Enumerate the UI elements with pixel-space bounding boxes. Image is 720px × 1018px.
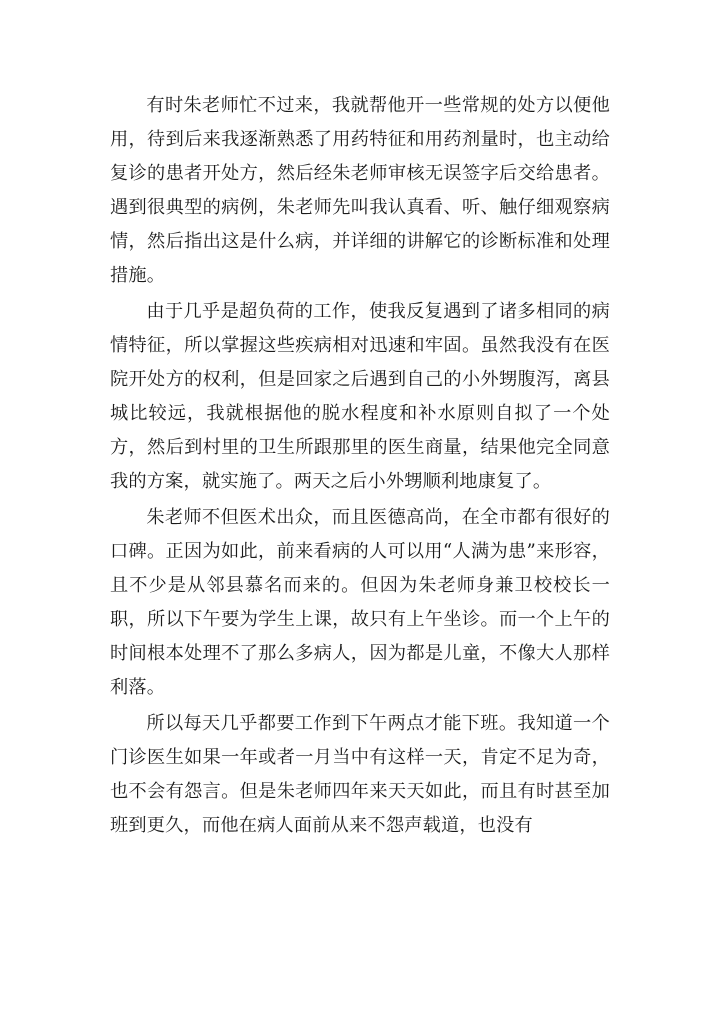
document-body (110, 89, 610, 845)
paragraph-3: 朱老师不但医术出众，而且医德高尚，在全市都有很好的口碑。正因为如此，前来看病的人可以用“人满为患”来形容，且不少是从邻县慕名而来的。但因为朱老师身兼卫校校长一职，所以下午要为学生上课，故只有上午坐诊。而一个上午的时间根本处理不了那么多病人，因为都是儿童，不像大人那样利落。 (110, 507, 610, 698)
paragraph-2: 由于几乎是超负荷的工作，使我反复遇到了诸多相同的病情特征，所以掌握这些疾病相对迅速和牢固。虽然我没有在医院开处方的权利，但是回家之后遇到自己的小外甥腹泻，离县城比较远，我就根据他的脱水程度和补水原则自拟了一个处方，然后到村里的卫生所跟那里的医生商量，结果他完全同意我的方案，就实施了。两天之后小外甥顺利地康复了。 (110, 301, 610, 492)
paragraph-1: 有时朱老师忙不过来，我就帮他开一些常规的处方以便他用，待到后来我逐渐熟悉了用药特征和用药剂量时，也主动给复诊的患者开处方，然后经朱老师审核无误签字后交给患者。遇到很典型的病例，朱老师先叫我认真看、听、触仔细观察病情，然后指出这是什么病，并详细的讲解它的诊断标准和处理措施。 (110, 95, 610, 286)
paragraph-4: 所以每天几乎都要工作到下午两点才能下班。我知道一个门诊医生如果一年或者一月当中有这样一天，肯定不足为奇，也不会有怨言。但是朱老师四年来天天如此，而且有时甚至加班到更久，而他在病人面前从来不怨声载道，也没有 (110, 713, 610, 836)
